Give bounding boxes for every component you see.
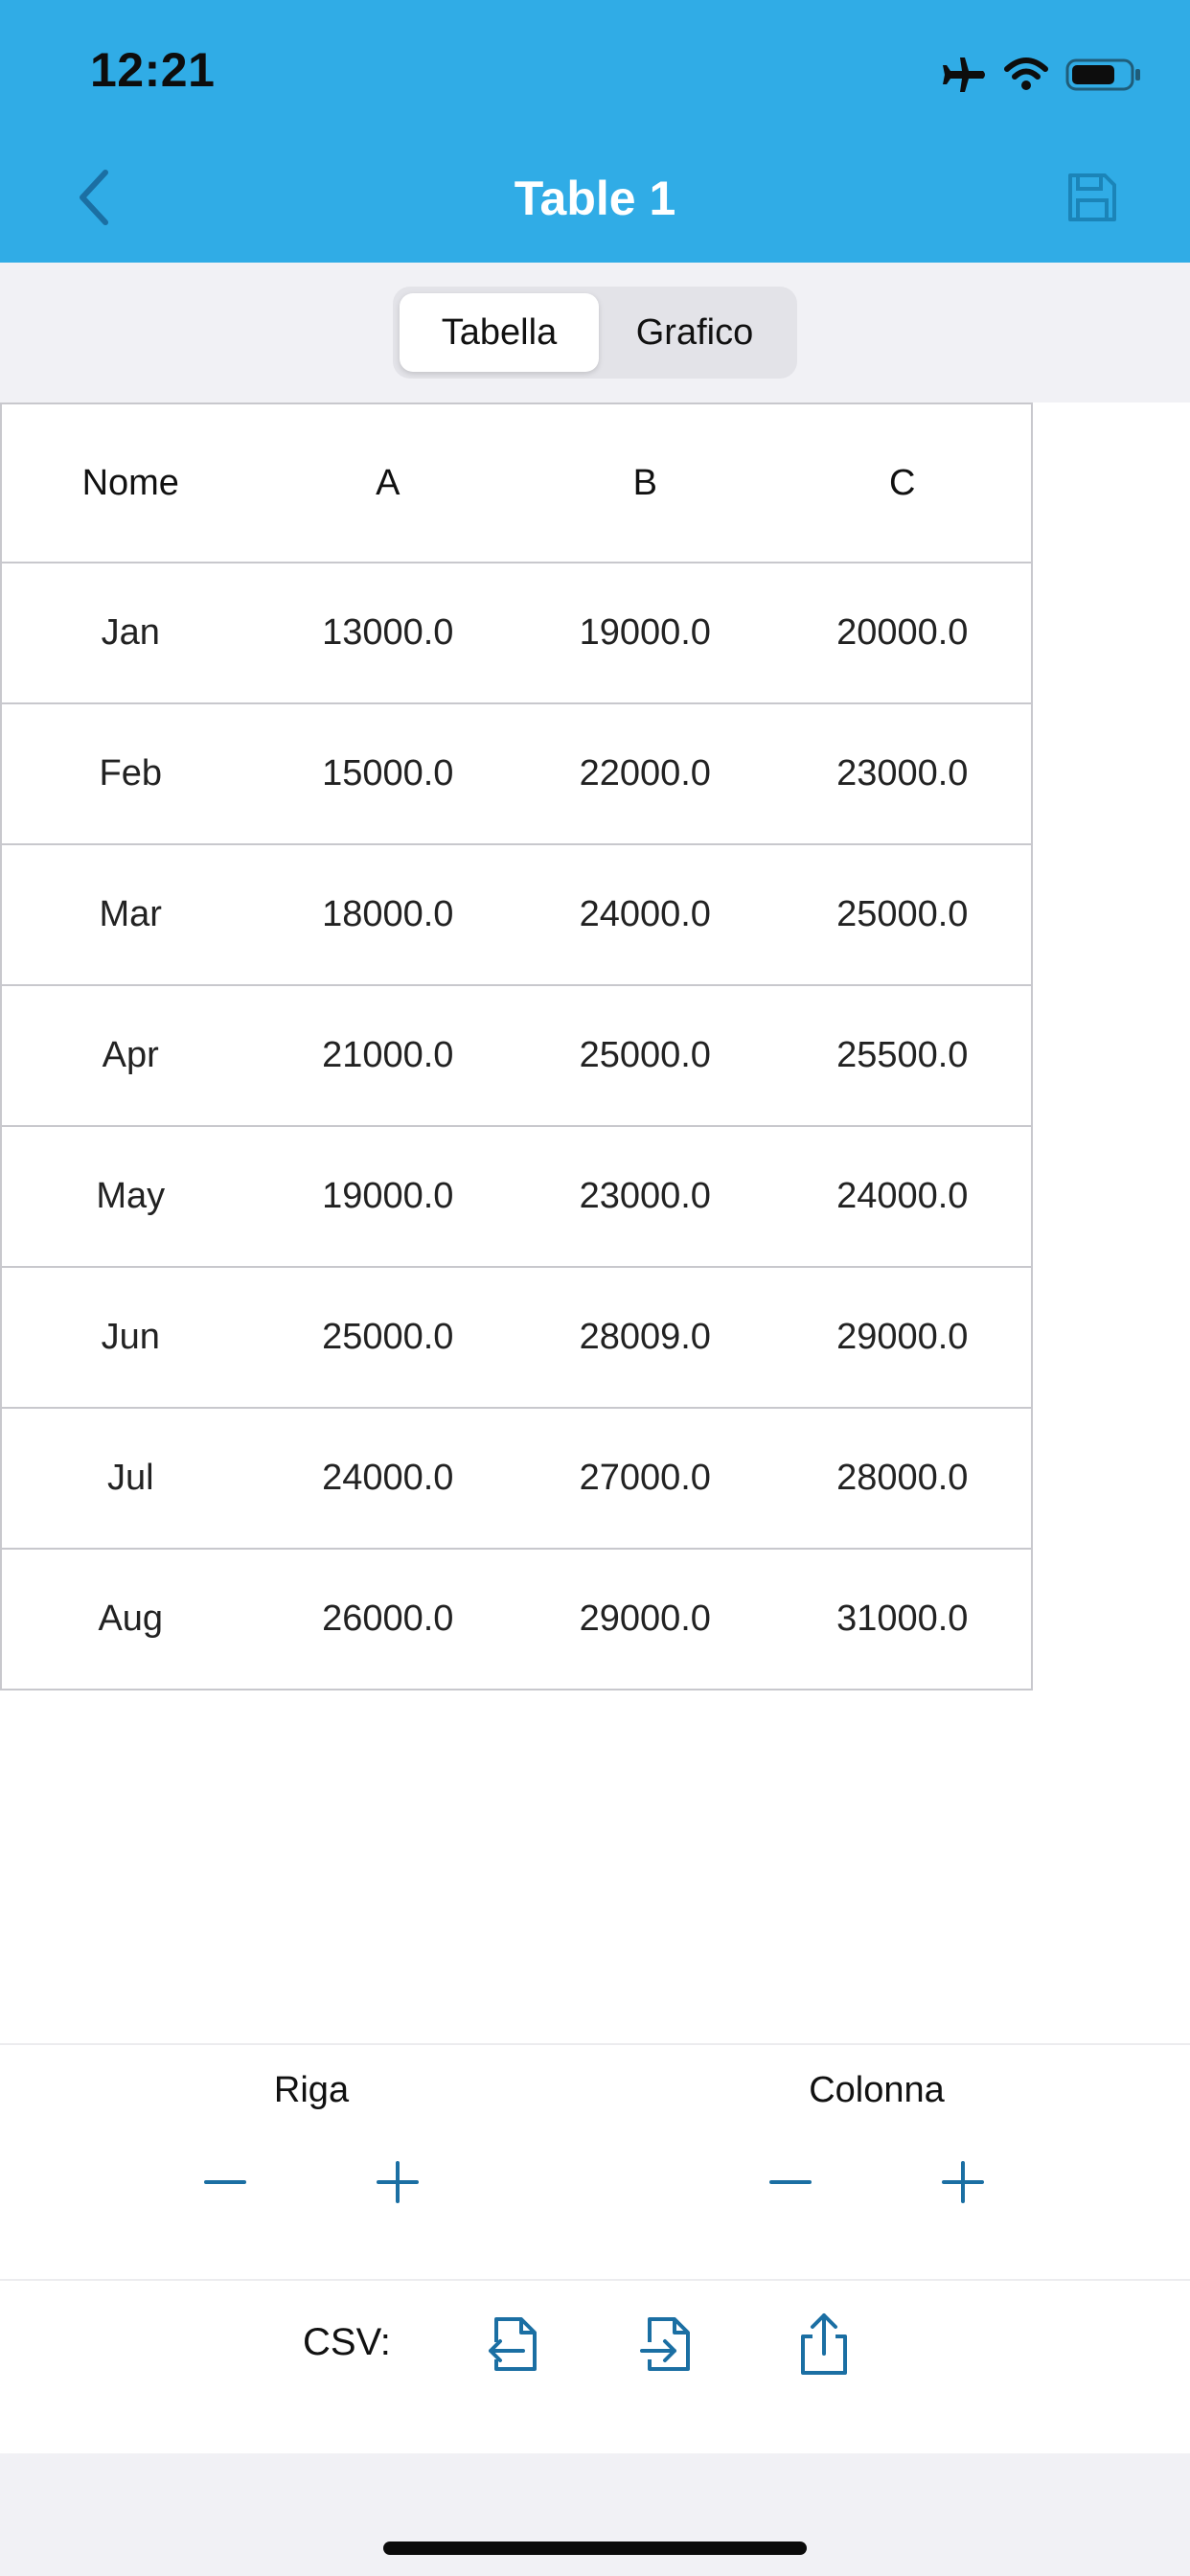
wifi-icon bbox=[1004, 58, 1048, 92]
csv-import-button[interactable] bbox=[475, 2308, 552, 2384]
battery-icon bbox=[1065, 58, 1142, 92]
tab-tabella[interactable]: Tabella bbox=[400, 293, 599, 372]
save-button[interactable] bbox=[1062, 169, 1123, 230]
table-row bbox=[2, 704, 1031, 845]
table-cell[interactable]: 29000.0 bbox=[579, 1598, 711, 1639]
table-cell[interactable]: Jan bbox=[101, 612, 160, 653]
add-column-button[interactable] bbox=[929, 2150, 996, 2218]
table-cell[interactable]: 24000.0 bbox=[836, 1176, 969, 1216]
table-row bbox=[2, 845, 1031, 986]
column-header[interactable]: Nome bbox=[81, 462, 179, 503]
table-row bbox=[2, 1268, 1031, 1409]
divider bbox=[0, 2279, 1190, 2281]
csv-label: CSV: bbox=[303, 2321, 391, 2363]
table-row bbox=[2, 1550, 1031, 1689]
table-cell[interactable]: 20000.0 bbox=[836, 612, 969, 653]
home-indicator-area bbox=[0, 2453, 1190, 2576]
header bbox=[0, 0, 1190, 263]
row-label: Riga bbox=[273, 2070, 350, 2110]
page-title: Table 1 bbox=[514, 172, 676, 225]
file-export-icon bbox=[638, 2313, 696, 2380]
save-icon bbox=[1064, 170, 1120, 230]
table-cell[interactable]: Aug bbox=[98, 1598, 164, 1639]
table-cell[interactable]: 21000.0 bbox=[322, 1035, 454, 1075]
plus-icon bbox=[942, 2161, 984, 2208]
table-cell[interactable]: Mar bbox=[99, 894, 162, 934]
table-cell[interactable]: 23000.0 bbox=[579, 1176, 711, 1216]
table-cell[interactable]: 31000.0 bbox=[836, 1598, 969, 1639]
table-header-row bbox=[2, 404, 1031, 564]
tab-grafico[interactable]: Grafico bbox=[635, 311, 754, 353]
airplane-icon bbox=[939, 56, 987, 94]
table-cell[interactable]: 25000.0 bbox=[322, 1317, 454, 1357]
view-segmented-control bbox=[393, 287, 797, 379]
table-cell[interactable]: 24000.0 bbox=[322, 1458, 454, 1498]
table-cell[interactable]: Jul bbox=[106, 1458, 154, 1498]
share-icon bbox=[795, 2312, 853, 2381]
table-cell[interactable]: 24000.0 bbox=[579, 894, 711, 934]
table-row bbox=[2, 1127, 1031, 1268]
table-cell[interactable]: May bbox=[96, 1176, 166, 1216]
table-cell[interactable]: 23000.0 bbox=[836, 753, 969, 794]
table-cell[interactable]: Feb bbox=[99, 753, 162, 794]
table-cell[interactable]: 26000.0 bbox=[322, 1598, 454, 1639]
table-cell[interactable]: 25500.0 bbox=[836, 1035, 969, 1075]
table-cell[interactable]: 25000.0 bbox=[579, 1035, 711, 1075]
column-header[interactable]: B bbox=[632, 462, 657, 503]
csv-export-button[interactable] bbox=[629, 2308, 705, 2384]
status-time: 12:21 bbox=[90, 43, 216, 97]
remove-row-button[interactable] bbox=[192, 2150, 259, 2218]
table-cell[interactable]: 19000.0 bbox=[579, 612, 711, 653]
table-cell[interactable]: Jun bbox=[101, 1317, 160, 1357]
table-cell[interactable]: 28000.0 bbox=[836, 1458, 969, 1498]
data-table bbox=[0, 402, 1033, 1690]
column-header[interactable]: C bbox=[889, 462, 916, 503]
remove-column-button[interactable] bbox=[757, 2150, 824, 2218]
plus-icon bbox=[377, 2161, 419, 2208]
table-cell[interactable]: 18000.0 bbox=[322, 894, 454, 934]
table-cell[interactable]: 19000.0 bbox=[322, 1176, 454, 1216]
file-import-icon bbox=[485, 2313, 542, 2380]
table-cell[interactable]: 22000.0 bbox=[579, 753, 711, 794]
add-row-button[interactable] bbox=[364, 2150, 431, 2218]
column-label: Colonna bbox=[809, 2070, 945, 2110]
table-cell[interactable]: 25000.0 bbox=[836, 894, 969, 934]
minus-icon bbox=[769, 2161, 812, 2208]
table-row bbox=[2, 1409, 1031, 1550]
csv-share-button[interactable] bbox=[786, 2308, 862, 2384]
column-header[interactable]: A bbox=[376, 462, 400, 503]
minus-icon bbox=[204, 2161, 246, 2208]
table-cell[interactable]: Apr bbox=[102, 1035, 159, 1075]
table-cell[interactable]: 27000.0 bbox=[579, 1458, 711, 1498]
table-cell[interactable]: 15000.0 bbox=[322, 753, 454, 794]
status-icons bbox=[939, 50, 1142, 100]
table-row bbox=[2, 986, 1031, 1127]
table-cell[interactable]: 28009.0 bbox=[579, 1317, 711, 1357]
segmented-band bbox=[0, 263, 1190, 402]
table-row bbox=[2, 564, 1031, 704]
table-cell[interactable]: 29000.0 bbox=[836, 1317, 969, 1357]
table-cell[interactable]: 13000.0 bbox=[322, 612, 454, 653]
divider bbox=[0, 2043, 1190, 2045]
home-indicator[interactable] bbox=[383, 2542, 807, 2555]
